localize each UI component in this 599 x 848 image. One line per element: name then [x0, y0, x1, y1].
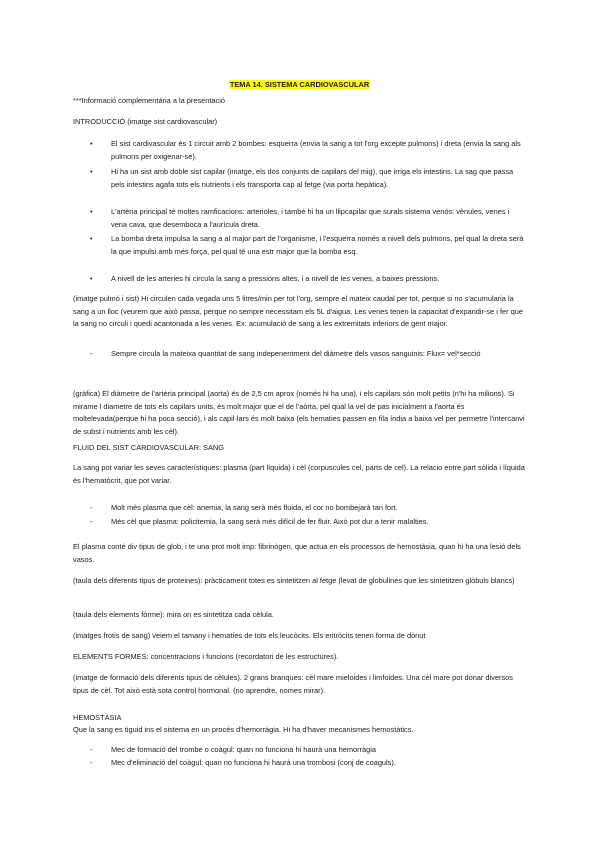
bullet-marker: •: [90, 207, 93, 216]
list-item-text: Mec de formació del trombe o coàgul: quan no funciona hi haurà una hemorràgia: [111, 745, 376, 754]
section-heading-fluid: FLUID DEL SIST CARDIOVASCULAR: SANG: [73, 443, 224, 452]
list-item-text: A nivell de les arteries hi circula la sang a pressions altes, i a nivell de les venes, a baixes pressions.: [111, 274, 440, 283]
paragraph-plasma: El plasma conté div tipus de glob, i te una prot molt imp: fibrinògen, que actua en els processos de hemostàsia, quan hi ha una lesió dels vasos.: [73, 542, 521, 564]
section-heading-introduccio: INTRODUCCIÓ (imatge sist cardiovascular): [73, 117, 218, 126]
paragraph-pulmo: (imatge pulmó i sist) Hi circulen cada vegada uns 5 litres/min per tot l'org, sempre el mateix caudal per tot, perque si no s'acumularia la sang a un lloc (veurem que això passa, perque no sempre necessitam els 5L d'aigua. Les venes tenen la capacitat d'expandir-se i fer que la sang no circuli i quedi acantonada a les venes. Ex: acumulació de sang a les extremitats inferiors de gent major.: [73, 294, 523, 329]
list-item-text: Més cèl que plasma: policitemia, la sang serà més difícil de fer fluir. Això pot dur a tenir malalties.: [111, 517, 429, 526]
list-item-text: Hi ha un sist amb doble sist capilar (imatge, els dos conjunts de capilars del mig), que irriga els intestins. La sag que passa pels intestins agafa tots els nutrients i els transporta cap al fetge (via porta hepàtica).: [111, 167, 514, 189]
dash-marker: -: [90, 517, 93, 526]
list-item-text: Sempre circula la mateixa quantitat de sang indepenentment del diàmetre dels vasos sanguinis: Flux= vel*secció: [111, 349, 481, 358]
dash-marker: -: [90, 745, 93, 754]
list-item-text: L'artèria principal té moltes ramficacions: arterioles, i també hi ha un llipcapilar que surals sistema venós: vènules, venes i vena cava, que desemboca a l'aurícula dreta.: [111, 207, 510, 229]
paragraph-taula-elements: (taula dels elements fòrme): mira on es sintetitza cada cèlula.: [73, 610, 274, 619]
bullet-marker: •: [90, 274, 93, 283]
paragraph-grafica: (gràfica) El diàmetre de l'artèria principal (aorta) és de 2,5 cm aprox (només hi ha una), i els capilars són molt petits (n'hi ha milions). Si mirame l diametre de tots els capilars units, és molt major que el de l'aòrta, pel qual la vel de pas inicialment a l'aorta és moltelevada(perque hi ha poca secció), i als capil·lars és molt baixa (els hematies passen en fila índia a baixa vel per permetre l'intercanvi de subst i nutrients amb les cèl).: [73, 389, 525, 436]
paragraph-elements-formes: ELEMENTS FORMES: concentracions i funcions (recordatori de les estructures).: [73, 652, 339, 661]
document-title: TEMA 14. SISTEMA CARDIOVASCULAR: [229, 80, 370, 89]
list-item-text: Molt més plasma que cèl: anemia, la sang serà més fluida, el cor no bombejarà tan fort.: [111, 503, 398, 512]
list-item-text: Mec d'eliminació del coàgul: quan no funciona hi haurà una trombosi (conj de coaguls).: [111, 758, 396, 767]
bullet-marker: •: [90, 139, 93, 148]
dash-marker: -: [90, 349, 93, 358]
dash-marker: -: [90, 503, 93, 512]
complementary-note: ***Informació complementària a la presentació: [73, 96, 225, 105]
dash-marker: -: [90, 758, 93, 767]
paragraph-imatges-frotis: (imatges frotis de sang) veiem el tamany i hematíes de tots els leucòcits. Els eritròcits tenen forma de dònut: [73, 631, 426, 640]
bullet-marker: •: [90, 234, 93, 243]
title-container: [0, 74, 599, 92]
paragraph-taula-proteines: (taula dels diferents tipus de proteines): pràcticament totes es sintetitzen al fetge (levat de globulines que les sintetitzen glòbuls blancs): [73, 576, 515, 585]
paragraph-formacio: (imatge de formació dels diferents tipus de cèlules). 2 grans branques: cèl mare mieloides i limfoides. Una cèl mare pot donar diversos tipus de cèl. Tot això està sota control hormonal. (no aprendre, nomes mirar).: [73, 673, 513, 695]
list-item-text: La bomba dreta impulsa la sang a al major part de l'organisme, i l'esquerra només a nivell dels pulmons, pel qual la dreta serà la que impulsi amb més força, pel qual té una estr major que la bomba esq.: [111, 234, 524, 256]
paragraph-sang: La sang pot variar les seves característiques: plasma (part líquida) i cèl (corpuscules cel, parts de cel). La relacio entre part sòlida i líquida és l'hematòcrit, que pot variar.: [73, 463, 525, 485]
paragraph-hemostasia: Que la sang es tiguid ins el sistema en un procés d'hemorràgia. Hi ha d'haver mecanismes hemostàtics.: [73, 725, 414, 734]
bullet-marker: •: [90, 167, 93, 176]
section-heading-hemostasia: HEMOSTÀSIA: [73, 713, 122, 722]
list-item-text: El sist cardivascular és 1 circuit amb 2 bombes: esquerra (envia la sang a tot l'org excepte pulmons) i dreta (envia la sang als pulmons per oxigenar-se).: [111, 139, 521, 161]
